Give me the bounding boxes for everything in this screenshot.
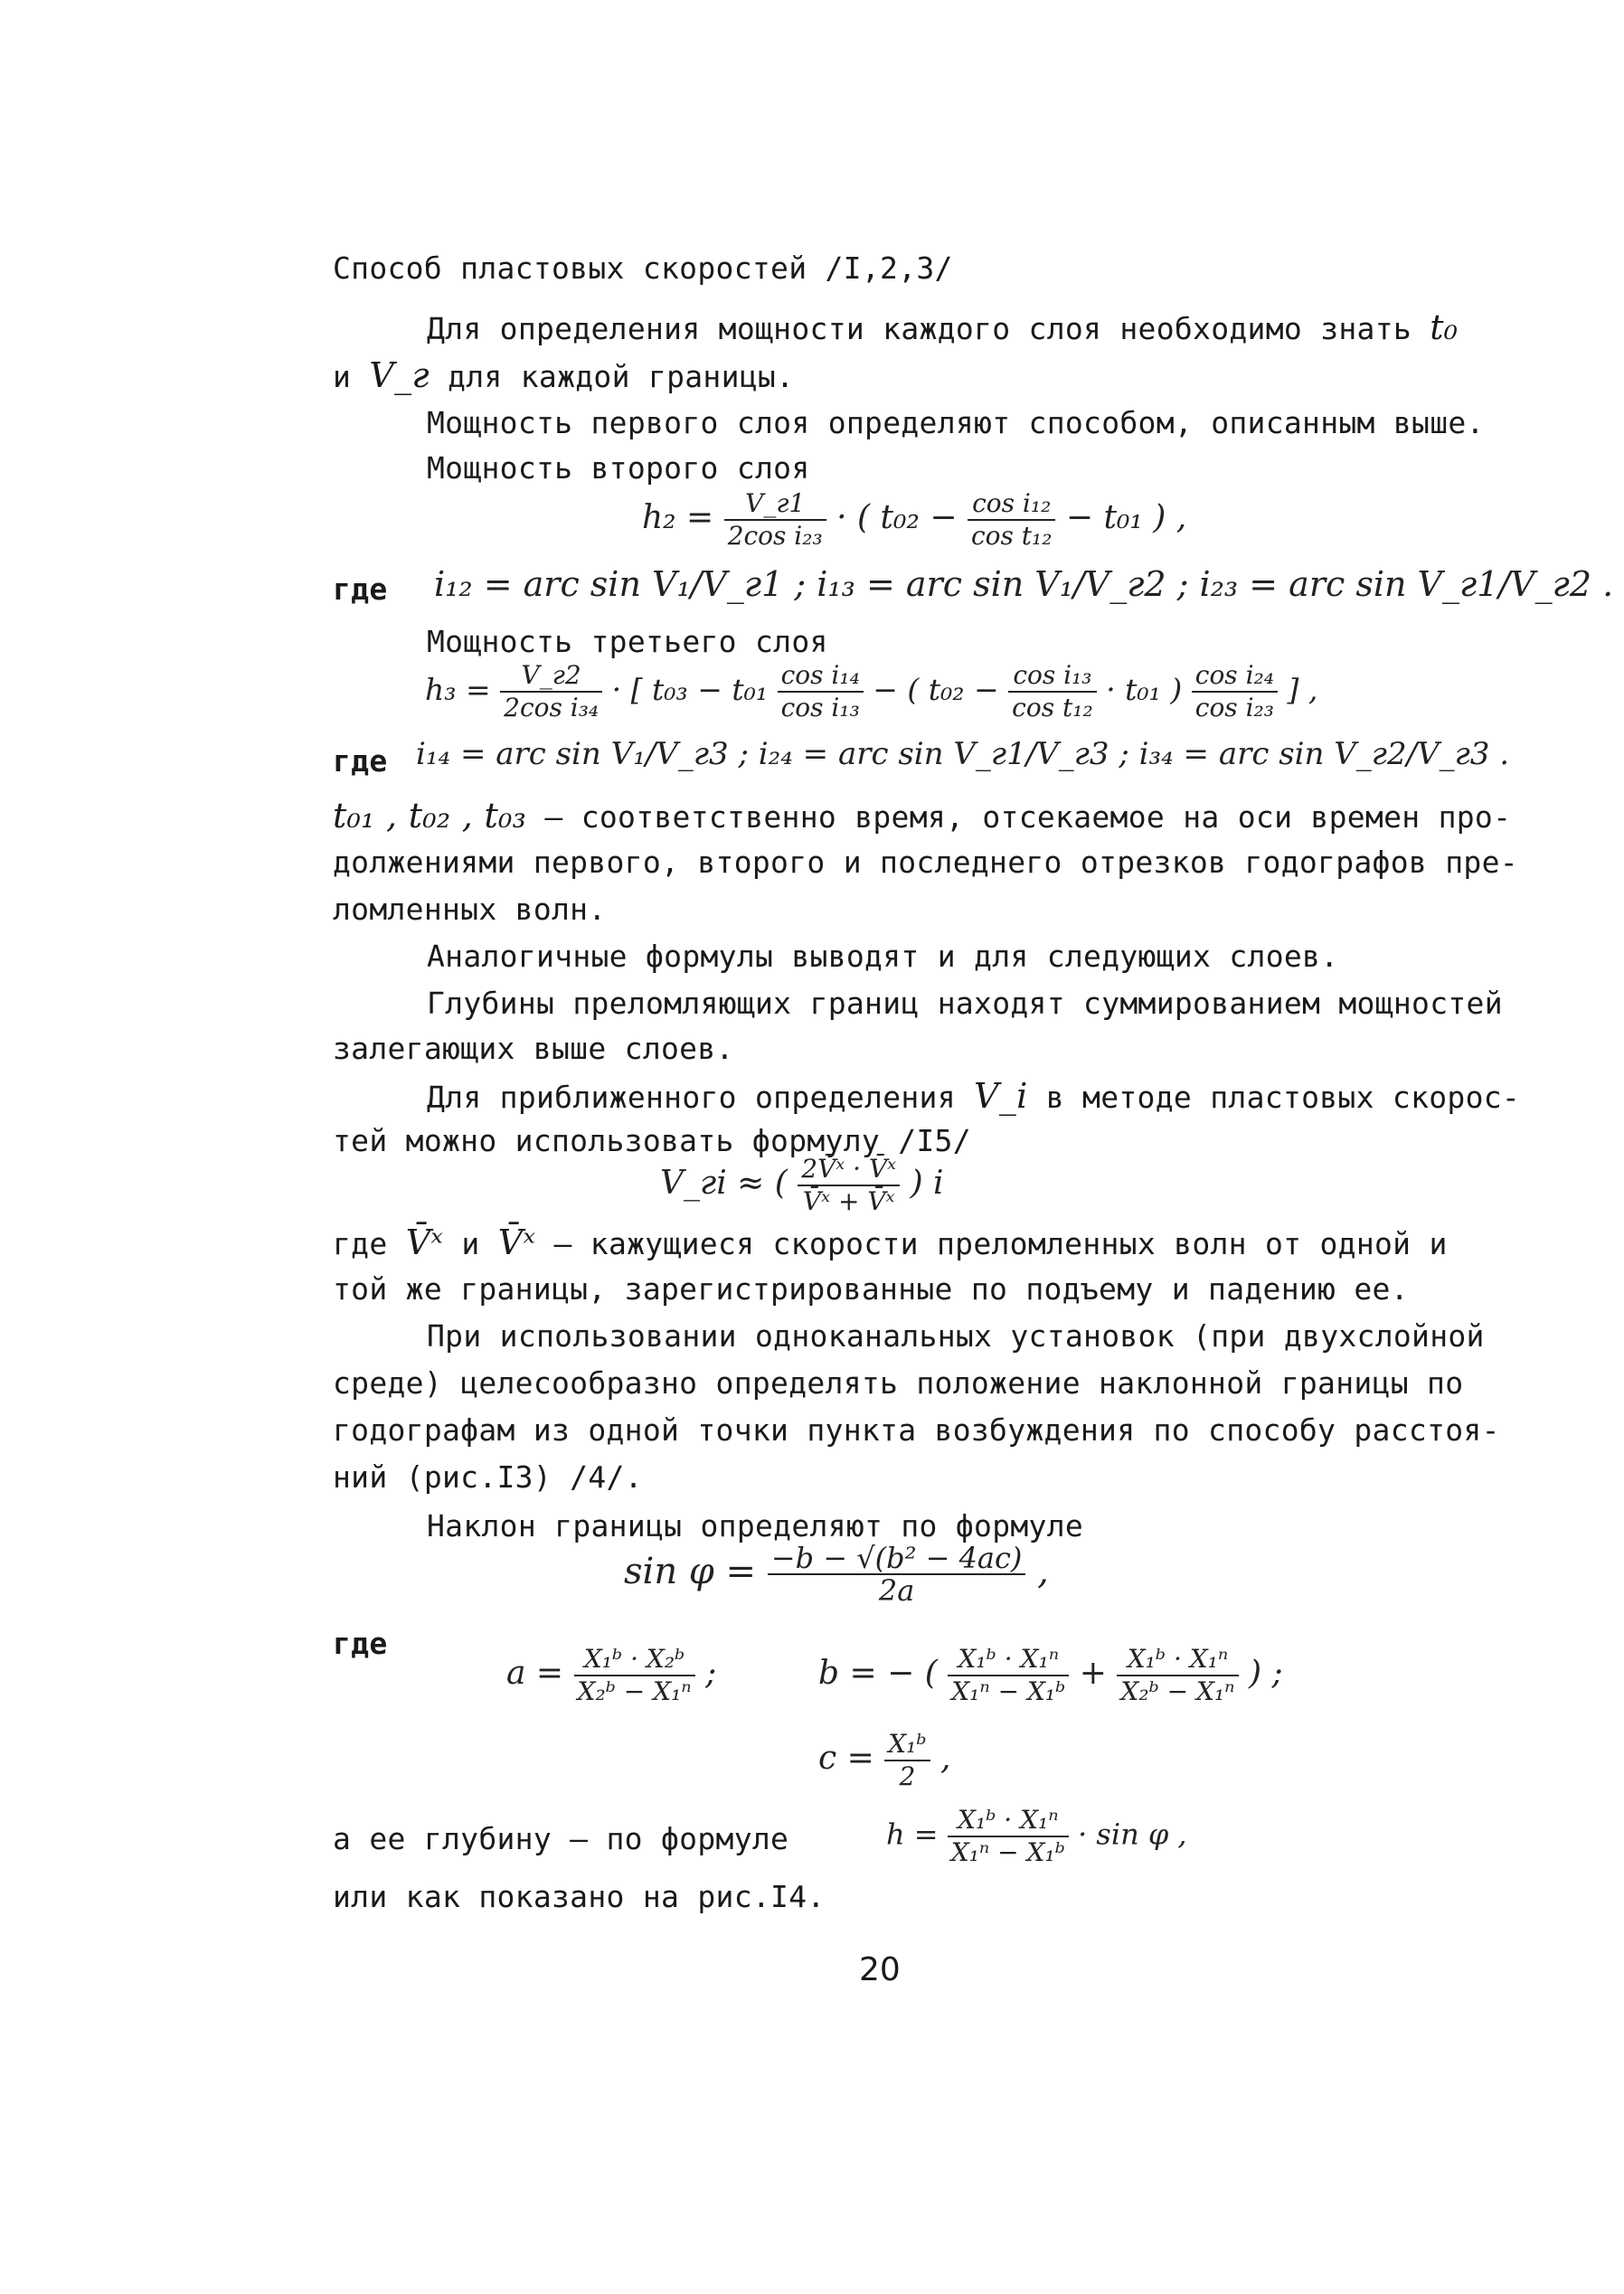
- paragraph-8-line-1: [427, 1076, 1520, 1118]
- fraction: [948, 1805, 1069, 1868]
- numerator: cos i₁₃: [1008, 660, 1097, 693]
- fraction: [500, 660, 602, 723]
- paragraph-6: Аналогичные формулы выводят и для следующих слоев.: [427, 939, 1339, 974]
- formula-tail: − t₀₁ ) ,: [1065, 499, 1187, 536]
- text: Для приближенного определения: [427, 1080, 956, 1115]
- gde-label-3: где: [333, 1626, 388, 1661]
- text: для каждой границы.: [448, 359, 795, 394]
- denominator: 2cos i₃₄: [504, 693, 600, 722]
- fraction: [1008, 660, 1097, 723]
- numerator: V_г1: [724, 488, 826, 521]
- formula-tail: ] ,: [1287, 672, 1318, 707]
- formula-h3: [425, 660, 1317, 723]
- paragraph-10-line-1: При использовании одноканальных установок (при двухслойной: [427, 1318, 1485, 1354]
- numerator: cos i₁₄: [778, 660, 864, 693]
- paragraph-7-line-1: Глубины преломляющих границ находят суммированием мощностей: [427, 986, 1503, 1021]
- formula-body: · [ t₀₃ − t₀₁: [611, 672, 769, 707]
- fraction: [574, 1644, 695, 1707]
- fraction: [768, 1543, 1026, 1606]
- paragraph-12: а ее глубину — по формуле: [333, 1821, 789, 1856]
- numerator: X₁ᵇ · X₁ⁿ: [1117, 1644, 1238, 1676]
- math-var: V̄ˣ: [497, 1223, 536, 1262]
- formula-h2: [642, 488, 1186, 552]
- math-vars: t₀₁ , t₀₂ , t₀₃: [333, 796, 527, 835]
- formula-mid: · t₀₁ ): [1106, 672, 1183, 707]
- formula-tail: ;: [705, 1655, 717, 1692]
- fraction: [778, 660, 864, 723]
- formula-a: [506, 1644, 716, 1707]
- numerator: −b − √(b² − 4ac): [768, 1543, 1026, 1575]
- formula-h: [886, 1805, 1187, 1868]
- text: и: [333, 359, 352, 394]
- denominator: cos i₁₃: [780, 693, 860, 722]
- denominator: cos i₂₃: [1194, 693, 1274, 722]
- fraction: [1117, 1644, 1238, 1707]
- numerator: cos i₂₄: [1192, 660, 1278, 693]
- paragraph-10-line-3: годографам из одной точки пункта возбуждения по способу расстоя-: [333, 1412, 1500, 1448]
- gde-label-1: где: [333, 571, 388, 607]
- paragraph-10-line-2: среде) целесообразно определять положение наклонной границы по: [333, 1365, 1464, 1401]
- formula-lhs: c =: [818, 1740, 874, 1777]
- paragraph-1-line-2: [333, 355, 794, 397]
- paragraph-2: Мощность первого слоя определяют способом, описанным выше.: [427, 405, 1485, 440]
- paragraph-5-line-1: [333, 796, 1511, 837]
- denominator: 2: [899, 1761, 916, 1791]
- numerator: X₁ᵇ · X₁ⁿ: [948, 1644, 1069, 1676]
- numerator: X₁ᵇ: [884, 1729, 930, 1761]
- text: — соответственно время, отсекаемое на оси времен про-: [544, 799, 1512, 835]
- numerator: 2V̄ˣ · V̄ˣ: [798, 1154, 900, 1186]
- formula-lhs: V_гi ≈ (: [660, 1165, 788, 1202]
- text: где: [333, 1226, 388, 1261]
- paragraph-5-line-3: ломленных волн.: [333, 892, 607, 927]
- numerator: X₁ᵇ · X₁ⁿ: [948, 1805, 1069, 1837]
- fraction: [1192, 660, 1278, 723]
- fraction: [948, 1644, 1069, 1707]
- formula-tail: ) ;: [1248, 1655, 1283, 1692]
- fraction: [724, 488, 826, 552]
- denominator: X₁ⁿ − X₁ᵇ: [951, 1676, 1066, 1706]
- fraction: [798, 1154, 900, 1217]
- formula-mid: − ( t₀₂ −: [873, 672, 999, 707]
- numerator: X₁ᵇ · X₂ᵇ: [574, 1644, 695, 1676]
- text: и: [461, 1226, 480, 1261]
- text: в методе пластовых скорос-: [1045, 1080, 1521, 1115]
- denominator: V̄ˣ + V̄ˣ: [802, 1186, 895, 1216]
- formula-tail: ,: [940, 1740, 951, 1777]
- gde-formula-2: i₁₄ = arc sin V₁/V_г3 ; i₂₄ = arc sin V_г1/V_г3 ; i₃₄ = arc sin V_г2/V_г3 .: [416, 736, 1510, 772]
- numerator: V_г2: [500, 660, 602, 693]
- numerator: cos i₁₂: [968, 488, 1056, 521]
- paragraph-1-line-1: [427, 307, 1458, 349]
- paragraph-13: или как показано на рис.I4.: [333, 1879, 826, 1914]
- denominator: X₂ᵇ − X₁ⁿ: [577, 1676, 692, 1706]
- formula-tail: ,: [1037, 1551, 1049, 1592]
- formula-body: · ( t₀₂ −: [836, 499, 958, 536]
- math-var: V_г: [369, 355, 430, 395]
- formula-vri: [660, 1154, 944, 1217]
- gde-label-2: где: [333, 743, 388, 779]
- paragraph-8-line-2: тей можно использовать формулу /I5/: [333, 1123, 971, 1158]
- fraction: [884, 1729, 930, 1792]
- formula-tail: · sin φ ,: [1078, 1817, 1187, 1852]
- formula-sinphi: [624, 1543, 1049, 1606]
- paragraph-5-line-2: должениями первого, второго и последнего отрезков годографов пре-: [333, 845, 1518, 880]
- formula-c: [818, 1729, 951, 1792]
- text: Для определения мощности каждого слоя необходимо знать: [427, 311, 1412, 346]
- section-heading: Способ пластовых скоростей /I,2,3/: [333, 250, 953, 286]
- denominator: X₂ᵇ − X₁ⁿ: [1120, 1676, 1235, 1706]
- formula-lhs: sin φ =: [624, 1551, 757, 1592]
- fraction: [968, 488, 1056, 552]
- formula-tail: ) i: [910, 1165, 944, 1202]
- formula-lhs: h₂ =: [642, 499, 714, 536]
- plus-sign: +: [1079, 1655, 1107, 1692]
- math-var: t₀: [1430, 307, 1459, 347]
- page-number: 20: [859, 1951, 901, 1988]
- gde-formula-1: i₁₂ = arc sin V₁/V_г1 ; i₁₃ = arc sin V₁/V_г2 ; i₂₃ = arc sin V_г1/V_г2 .: [434, 564, 1614, 604]
- formula-b: [818, 1644, 1283, 1707]
- denominator: 2a: [878, 1573, 915, 1608]
- paragraph-11: Наклон границы определяют по формуле: [427, 1508, 1084, 1543]
- formula-lhs: a =: [506, 1655, 564, 1692]
- paragraph-4: Мощность третьего слоя: [427, 624, 828, 659]
- formula-lhs: h₃ =: [425, 672, 491, 707]
- math-var: V_i: [974, 1076, 1028, 1116]
- denominator: cos t₁₂: [1012, 693, 1093, 722]
- formula-lhs: h =: [886, 1817, 939, 1852]
- paragraph-9-line-1: [333, 1223, 1448, 1264]
- denominator: X₁ⁿ − X₁ᵇ: [950, 1837, 1065, 1867]
- paragraph-3: Мощность второго слоя: [427, 450, 810, 486]
- text: — кажущиеся скорости преломленных волн от одной и: [553, 1226, 1448, 1261]
- formula-lhs: b = − (: [818, 1655, 938, 1692]
- denominator: 2cos i₂₃: [727, 521, 823, 551]
- math-var: V̄ˣ: [405, 1223, 444, 1262]
- paragraph-7-line-2: залегающих выше слоев.: [333, 1031, 734, 1066]
- paragraph-10-line-4: ний (рис.I3) /4/.: [333, 1459, 643, 1495]
- paragraph-9-line-2: той же границы, зарегистрированные по подъему и падению ее.: [333, 1271, 1409, 1307]
- denominator: cos t₁₂: [970, 521, 1053, 551]
